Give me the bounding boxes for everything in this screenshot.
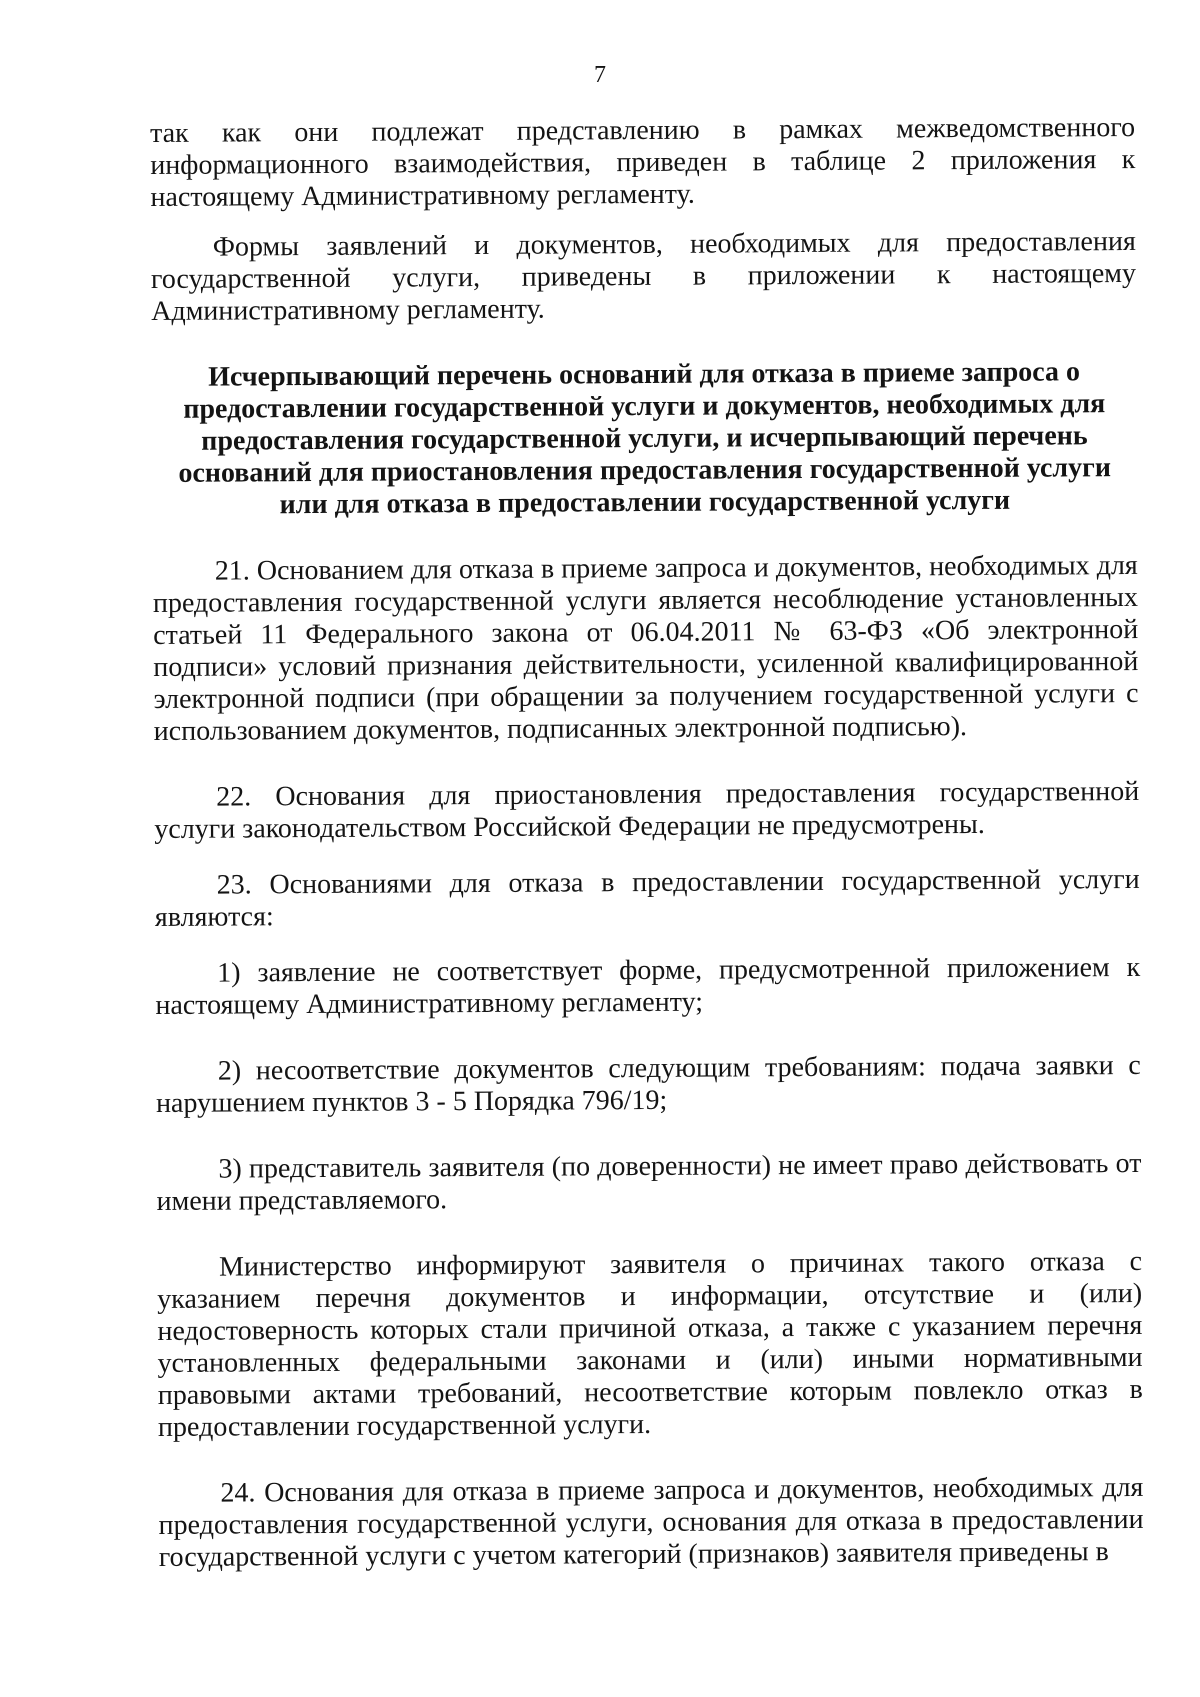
paragraph-23: 23. Основаниями для отказа в предоставлении государственной услуги являются: <box>154 863 1140 933</box>
paragraph-forms: Формы заявлений и документов, необходимых для предоставления государственной услуги, приведены в приложении к настоящему Административному регламенту. <box>150 225 1137 327</box>
list-item-23-2: 2) несоответствие документов следующим требованиям: подача заявки с нарушением пунктов 3 - 5 Порядка 796/19; <box>155 1049 1141 1119</box>
paragraph-24: 24. Основания для отказа в приеме запроса и документов, необходимых для предоставления государственной услуги, основания для отказа в предоставлении государственной услуги с учетом категорий (признаков) заявителя приведены в <box>158 1471 1144 1573</box>
paragraph-intro-continued: так как они подлежат представлению в рамках межведомственного информационного взаимодействия, приведен в таблице 2 приложения к настоящему Административному регламенту. <box>150 111 1136 213</box>
list-item-23-1: 1) заявление не соответствует форме, предусмотренной приложением к настоящему Административному регламенту; <box>155 951 1141 1021</box>
document-body <box>150 111 1144 1574</box>
page-number: 7 <box>594 62 606 88</box>
list-item-23-3: 3) представитель заявителя (по доверенности) не имеет право действовать от имени представляемого. <box>156 1147 1142 1217</box>
paragraph-21: 21. Основанием для отказа в приеме запроса и документов, необходимых для предоставления государственной услуги является несоблюдение установленных статьей 11 Федерального закона от 06.04.2011 № 63-ФЗ «Об электронной подписи» условий признания действительности, усиленной квалифицированной электронной подписи (при обращении за получением государственной услуги с использованием документов, подписанных электронной подписью). <box>152 549 1139 747</box>
paragraph-ministry-notice: Министерство информируют заявителя о причинах такого отказа с указанием перечня документов и информации, отсутствие и (или) недостоверность которых стали причиной отказа, а также с указанием перечня установленных федеральными законами и (или) иными нормативными правовыми актами требований, несоответствие которым повлекло отказ в предоставлении государственной услуги. <box>157 1245 1143 1443</box>
paragraph-22: 22. Основания для приостановления предоставления государственной услуги законодательством Российской Федерации не предусмотрены. <box>154 775 1140 845</box>
section-heading: Исчерпывающий перечень оснований для отказа в приеме запроса о предоставлении государственной услуги и документов, необходимых для предоставления государственной услуги, и исчерпывающий перечень оснований для приостановления предоставления государственной услуги или для отказа в предоставлении государственной услуги <box>178 356 1112 521</box>
